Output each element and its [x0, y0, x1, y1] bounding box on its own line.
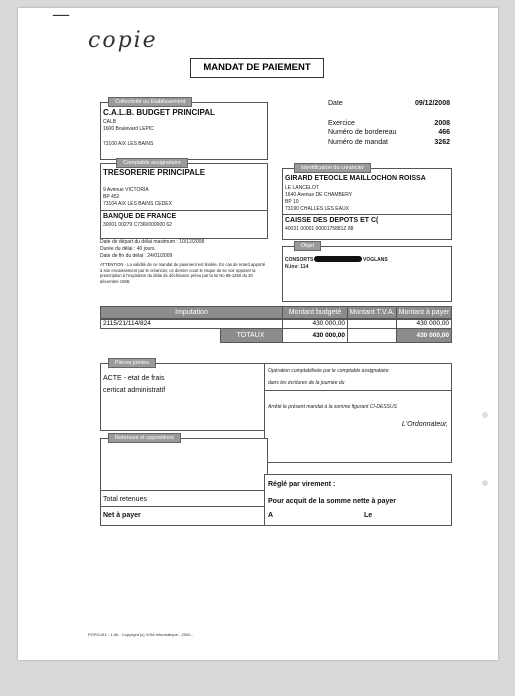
- totals-divider: [100, 506, 267, 507]
- objet-tab: Objet: [294, 241, 321, 251]
- row-imputation: 2115/21/114/824: [100, 319, 283, 329]
- operation-line1: Opération comptabilisée par le comptable assignataire: [268, 368, 389, 374]
- collectivite-tab: Collectivité ou Etablissement: [108, 97, 192, 107]
- collectivite-name: C.A.L.B. BUDGET PRINCIPAL: [103, 108, 215, 117]
- totaux-label: TOTAUX: [220, 328, 283, 343]
- net-a-payer: Net à payer: [103, 512, 141, 519]
- creancier-name: GIRARD ETEOCLE MAILLOCHON ROISSA: [285, 175, 426, 182]
- totaux-payer: 430 000,00: [396, 328, 452, 343]
- pieces-line2: certicat administratif: [103, 387, 166, 394]
- operation-line2: dans les écritures de la journée du: [268, 380, 345, 386]
- banque-left-code: 30001 00279 C7360000000 62: [103, 222, 172, 228]
- comptable-divider: [100, 210, 267, 211]
- objet-line2: N.inv: 114: [285, 264, 309, 270]
- document-sheet: [18, 4, 498, 660]
- handwritten-dash: —: [52, 4, 70, 25]
- header-imputation: Imputation: [100, 306, 283, 319]
- mandat-value: 3262: [434, 139, 450, 146]
- header-tva: Montant T.V.A.: [347, 306, 397, 319]
- attention-text: ATTENTION - La validité de ce mandat de paiement est limitée. En cas de retard apporté à son encaissement par le créancier, ce dernier court le risque de se voir opposer la prescription à l'expiration du délai de déchéance prévu par la loi No 68-1250 du 30 décembre 1968.: [100, 262, 266, 284]
- operation-divider: [264, 390, 451, 391]
- comptable-line1: 9 Avenue VICTORIA: [103, 187, 149, 193]
- bordereau-label: Numéro de bordereau: [328, 129, 397, 136]
- punch-mark: [482, 412, 488, 418]
- creancier-line4: 73190 CHALLES LES EAUX: [285, 206, 349, 212]
- punch-mark: [482, 480, 488, 486]
- banque-right-code: 40031 00001 0000175881Z 88: [285, 226, 354, 232]
- banque-left-name: BANQUE DE FRANCE: [103, 213, 177, 220]
- header-payer: Montant à payer: [396, 306, 452, 319]
- pieces-line1: ACTE - etat de frais: [103, 375, 165, 382]
- collectivite-line3: 73100 AIX LES BAINS: [103, 141, 154, 147]
- objet-box: [282, 246, 452, 302]
- creancier-divider: [282, 214, 451, 215]
- retenues-tab: Retenues et oppositions: [108, 433, 181, 443]
- total-retenues: Total retenues: [103, 496, 147, 503]
- operation-box: [264, 363, 452, 463]
- comptable-line3: 73104 AIX LES BAINS CEDEX: [103, 201, 172, 207]
- creancier-line3: BP 10: [285, 199, 299, 205]
- ordonnateur: L'Ordonnateur,: [401, 421, 448, 428]
- bordereau-value: 466: [438, 129, 450, 136]
- creancier-tab: Identification du créancier: [294, 163, 371, 173]
- regle-par-virement: Réglé par virement :: [268, 481, 336, 488]
- date-label: Date: [328, 100, 343, 107]
- header-budgete: Montant budgeté: [282, 306, 348, 319]
- reglement-le: Le: [364, 512, 373, 519]
- totaux-budgete: 430 000,00: [282, 328, 348, 343]
- pour-acquit: Pour acquit de la somme nette à payer: [268, 498, 396, 505]
- banque-right-name: CAISSE DES DEPOTS ET C(: [285, 217, 379, 224]
- footer-copyright: PGPIC#11 - 1,0b - Copyright (c) VISA Informatique - 2000 -: [88, 632, 193, 637]
- exercice-value: 2008: [434, 120, 450, 127]
- delai-start: Date de départ du délai maximum : 10/12/2008: [100, 239, 205, 245]
- handwritten-copie: copie: [88, 28, 158, 53]
- row-budgete: 430 000,00: [282, 319, 348, 329]
- totaux-tva: [347, 328, 397, 343]
- objet-line1b: VOGLANS: [363, 257, 388, 263]
- arrete-text: Arrêté le présent mandat à la somme figurant CI-DESSUS: [268, 404, 397, 410]
- redaction-mark: [314, 256, 362, 262]
- comptable-name: TRESORERIE PRINCIPALE: [103, 168, 206, 177]
- date-value: 09/12/2008: [414, 100, 450, 107]
- objet-line1a: CONSORTS: [285, 257, 314, 263]
- collectivite-line2: 1600 Boulevard LEPIC: [103, 126, 154, 132]
- row-payer: 430 000,00: [396, 319, 452, 329]
- delai-duree: Durée du délai : 40 jours: [100, 246, 155, 252]
- comptable-tab: Comptable assignataire: [116, 158, 188, 168]
- delai-fin: Date de fin du délai : 24/01/2009: [100, 253, 173, 259]
- mandat-label: Numéro de mandat: [328, 139, 388, 146]
- pieces-tab: Pièces jointes: [108, 358, 156, 368]
- exercice-label: Exercice: [328, 120, 355, 127]
- retenues-box: [100, 438, 268, 492]
- creancier-line1: LE LANCELOT: [285, 185, 319, 191]
- document-title: MANDAT DE PAIEMENT: [190, 58, 324, 78]
- reglement-a: A: [268, 512, 274, 519]
- comptable-line2: BP 452: [103, 194, 120, 200]
- collectivite-line1: CALB: [103, 119, 117, 125]
- creancier-line2: 1640 Avenue DE CHAMBERY: [285, 192, 353, 198]
